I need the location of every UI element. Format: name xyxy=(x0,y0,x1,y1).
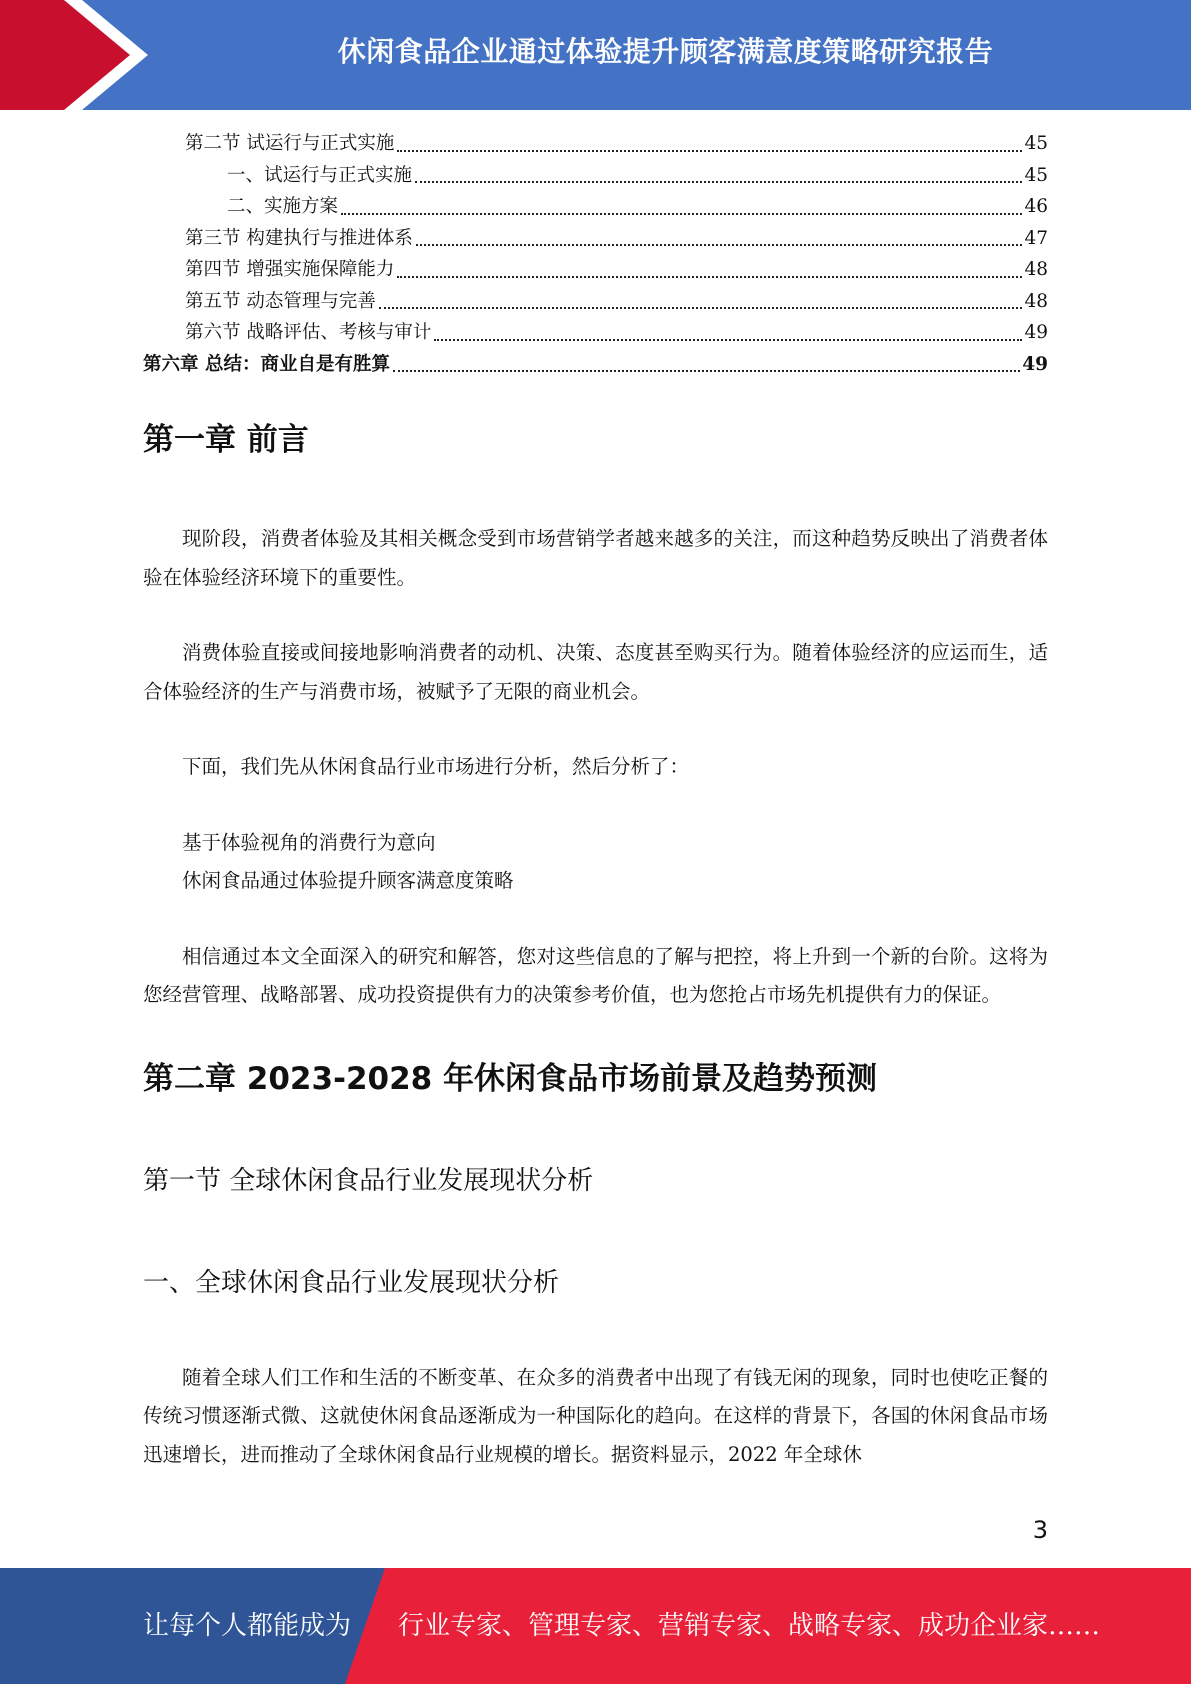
page-footer xyxy=(0,1568,1191,1684)
subsection-heading: 一、全球休闲食品行业发展现状分析 xyxy=(143,1267,560,1298)
toc-entry-text: 一、试运行与正式实施 xyxy=(227,164,413,186)
toc-entry[interactable] xyxy=(143,317,1048,349)
toc-entry-text: 第六章 总结：商业自是有胜算 xyxy=(143,353,390,375)
paragraph: 现阶段，消费者体验及其相关概念受到市场营销学者越来越多的关注，而这种趋势反映出了消费者体验在体验经济环境下的重要性。 xyxy=(143,527,1048,589)
toc-entry-page: 49 xyxy=(1024,322,1048,343)
toc-leader-dots xyxy=(379,307,1023,309)
toc-entry-text: 第六节 战略评估、考核与审计 xyxy=(185,322,432,343)
toc-entry[interactable] xyxy=(143,349,1048,381)
header-chevron-icon xyxy=(0,0,160,110)
toc-entry-page: 45 xyxy=(1024,133,1048,154)
toc-entry[interactable] xyxy=(143,191,1048,223)
footer-slogan-left: 让每个人都能成为 xyxy=(143,1611,352,1641)
page-header xyxy=(0,0,1191,110)
toc-entry[interactable] xyxy=(143,160,1048,192)
paragraph: 相信通过本文全面深入的研究和解答，您对这些信息的了解与把控，将上升到一个新的台阶。这将为您经营管理、战略部署、成功投资提供有力的决策参考价值，也为您抢占市场先机提供有力的保证。 xyxy=(143,944,1048,1006)
section-heading: 第一节 全球休闲食品行业发展现状分析 xyxy=(143,1165,594,1196)
toc-leader-dots xyxy=(341,213,1022,215)
toc-entry-page: 49 xyxy=(1022,353,1048,375)
toc-leader-dots xyxy=(393,370,1020,372)
toc-leader-dots xyxy=(415,181,1022,183)
toc-entry-page: 45 xyxy=(1024,164,1048,186)
toc-entry[interactable] xyxy=(143,286,1048,318)
toc-entry-text: 第二节 试运行与正式实施 xyxy=(185,133,395,154)
list-item: 基于体验视角的消费行为意向 xyxy=(182,830,436,854)
toc-entry-text: 第五节 动态管理与完善 xyxy=(185,290,376,312)
toc-entry-text: 二、实施方案 xyxy=(227,196,339,217)
chapter-heading: 第一章 前言 xyxy=(143,422,309,458)
toc-entry-text: 第四节 增强实施保障能力 xyxy=(185,259,395,280)
toc-entry[interactable] xyxy=(143,223,1048,255)
toc-entry-page: 47 xyxy=(1024,227,1048,249)
footer-slogan-right: 行业专家、管理专家、营销专家、战略专家、成功企业家…… xyxy=(398,1611,1101,1641)
toc-leader-dots xyxy=(397,150,1022,152)
paragraph: 下面，我们先从休闲食品行业市场进行分析，然后分析了： xyxy=(182,755,690,778)
toc-leader-dots xyxy=(434,339,1022,341)
toc-entry[interactable] xyxy=(143,128,1048,160)
toc-entry-page: 48 xyxy=(1024,259,1048,280)
toc-entry-page: 46 xyxy=(1024,196,1048,217)
document-body xyxy=(143,412,1048,1474)
page-number: 3 xyxy=(1032,1516,1048,1544)
toc-entry-text: 第三节 构建执行与推进体系 xyxy=(185,227,413,249)
report-title: 休闲食品企业通过体验提升顾客满意度策略研究报告 xyxy=(337,35,994,68)
paragraph: 消费体验直接或间接地影响消费者的动机、决策、态度甚至购买行为。随着体验经济的应运而生，适合体验经济的生产与消费市场，被赋予了无限的商业机会。 xyxy=(143,641,1048,703)
toc-entry-page: 48 xyxy=(1024,290,1048,312)
toc-leader-dots xyxy=(416,244,1023,246)
list-item: 休闲食品通过体验提升顾客满意度策略 xyxy=(182,869,514,892)
table-of-contents xyxy=(143,128,1048,380)
toc-leader-dots xyxy=(397,276,1022,278)
chapter-heading: 第二章 2023-2028 年休闲食品市场前景及趋势预测 xyxy=(143,1060,878,1097)
paragraph: 随着全球人们工作和生活的不断变革、在众多的消费者中出现了有钱无闲的现象，同时也使吃正餐的传统习惯逐渐式微、这就使休闲食品逐渐成为一种国际化的趋向。在这样的背景下，各国的休闲食品市场迅速增长，进而推动了全球休闲食品行业规模的增长。据资料显示，2022 年全球休 xyxy=(143,1365,1048,1466)
toc-entry[interactable] xyxy=(143,254,1048,286)
